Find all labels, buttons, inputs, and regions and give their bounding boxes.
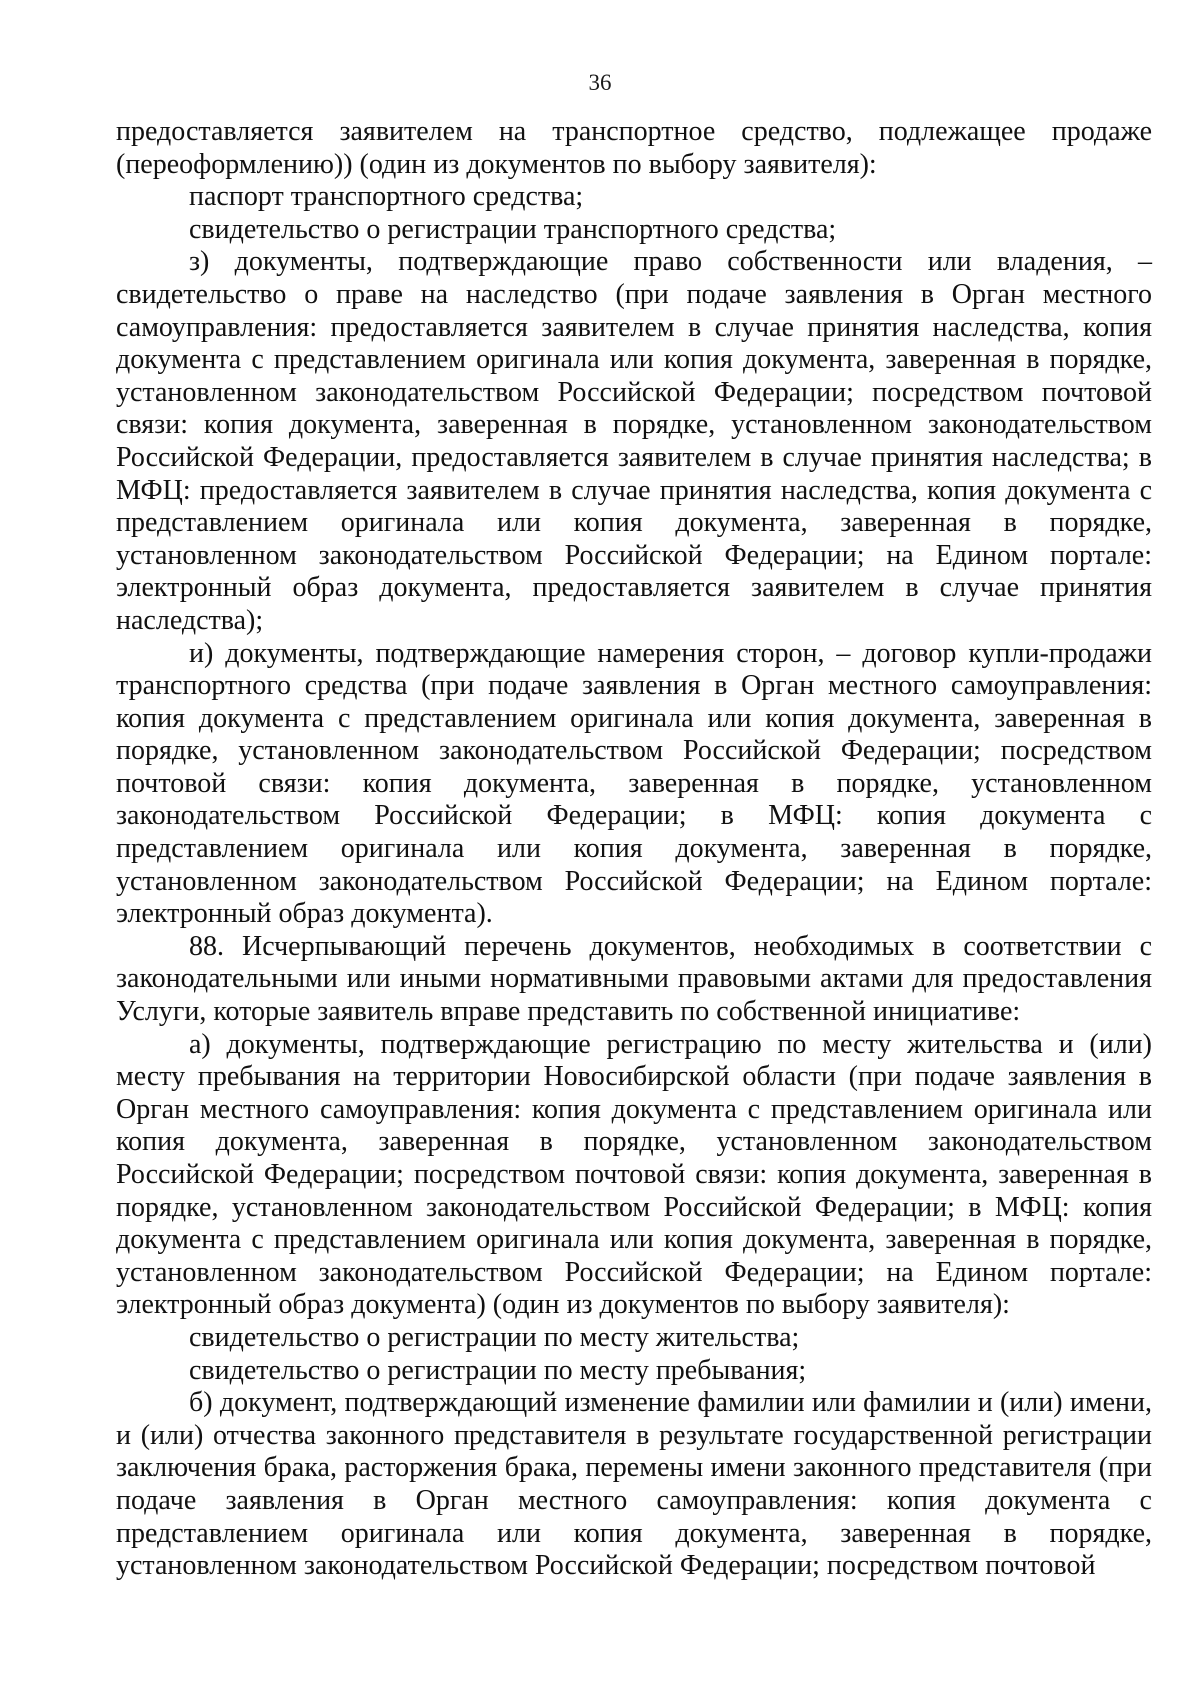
document-body [116, 116, 1152, 1583]
paragraph-item-b: б) документ, подтверждающий изменение фамилии или фамилии и (или) имени, и (или) отчества законного представителя в результате государственной регистрации заключения брака, расторжения брака, перемены имени законного представителя (при подаче заявления в Орган местного самоуправления: копия документа с представлением оригинала или копия документа, заверенная в порядке, установленном законодательством Российской Федерации; посредством почтовой [116, 1387, 1152, 1582]
page-number: 36 [588, 70, 612, 95]
paragraph-continuation: предоставляется заявителем на транспортное средство, подлежащее продаже (переоформлению)) (один из документов по выбору заявителя): [116, 116, 1152, 180]
paragraph-item-i: и) документы, подтверждающие намерения сторон, – договор купли-продажи транспортного средства (при подаче заявления в Орган местного самоуправления: копия документа с представлением оригинала или копия документа, заверенная в порядке, установленном законодательством Российской Федерации; посредством почтовой связи: копия документа, заверенная в порядке, установленном законодательством Российской Федерации; в МФЦ: копия документа с представлением оригинала или копия документа, заверенная в порядке, установленном законодательством Российской Федерации; на Едином портале: электронный образ документа). [116, 637, 1152, 930]
paragraph-residence-certificate: свидетельство о регистрации по месту жительства; [189, 1321, 800, 1353]
paragraph-passport: паспорт транспортного средства; [189, 181, 584, 213]
paragraph-item-a: а) документы, подтверждающие регистрацию по месту жительства и (или) месту пребывания на территории Новосибирской области (при подаче заявления в Орган местного самоуправления: копия документа с представлением оригинала или копия документа, заверенная в порядке, установленном законодательством Российской Федерации; посредством почтовой связи: копия документа, заверенная в порядке, установленном законодательством Российской Федерации; в МФЦ: копия документа с представлением оригинала или копия документа, заверенная в порядке, установленном законодательством Российской Федерации; на Едином портале: электронный образ документа) (один из документов по выбору заявителя): [116, 1028, 1152, 1321]
paragraph-clause-88: 88. Исчерпывающий перечень документов, необходимых в соответствии с законодательными или иными нормативными правовыми актами для предоставления Услуги, которые заявитель вправе представить по собственной инициативе: [116, 930, 1152, 1028]
paragraph-item-z: з) документы, подтверждающие право собственности или владения, – свидетельство о праве на наследство (при подаче заявления в Орган местного самоуправления: предоставляется заявителем в случае принятия наследства, копия документа с представлением оригинала или копия документа, заверенная в порядке, установленном законодательством Российской Федерации; посредством почтовой связи: копия документа, заверенная в порядке, установленном законодательством Российской Федерации, предоставляется заявителем в случае принятия наследства; в МФЦ: предоставляется заявителем в случае принятия наследства, копия документа с представлением оригинала или копия документа, заверенная в порядке, установленном законодательством Российской Федерации; на Едином портале: электронный образ документа, предоставляется заявителем в случае принятия наследства); [116, 246, 1152, 636]
paragraph-stay-certificate: свидетельство о регистрации по месту пребывания; [189, 1354, 807, 1386]
paragraph-registration-certificate: свидетельство о регистрации транспортного средства; [189, 213, 837, 245]
